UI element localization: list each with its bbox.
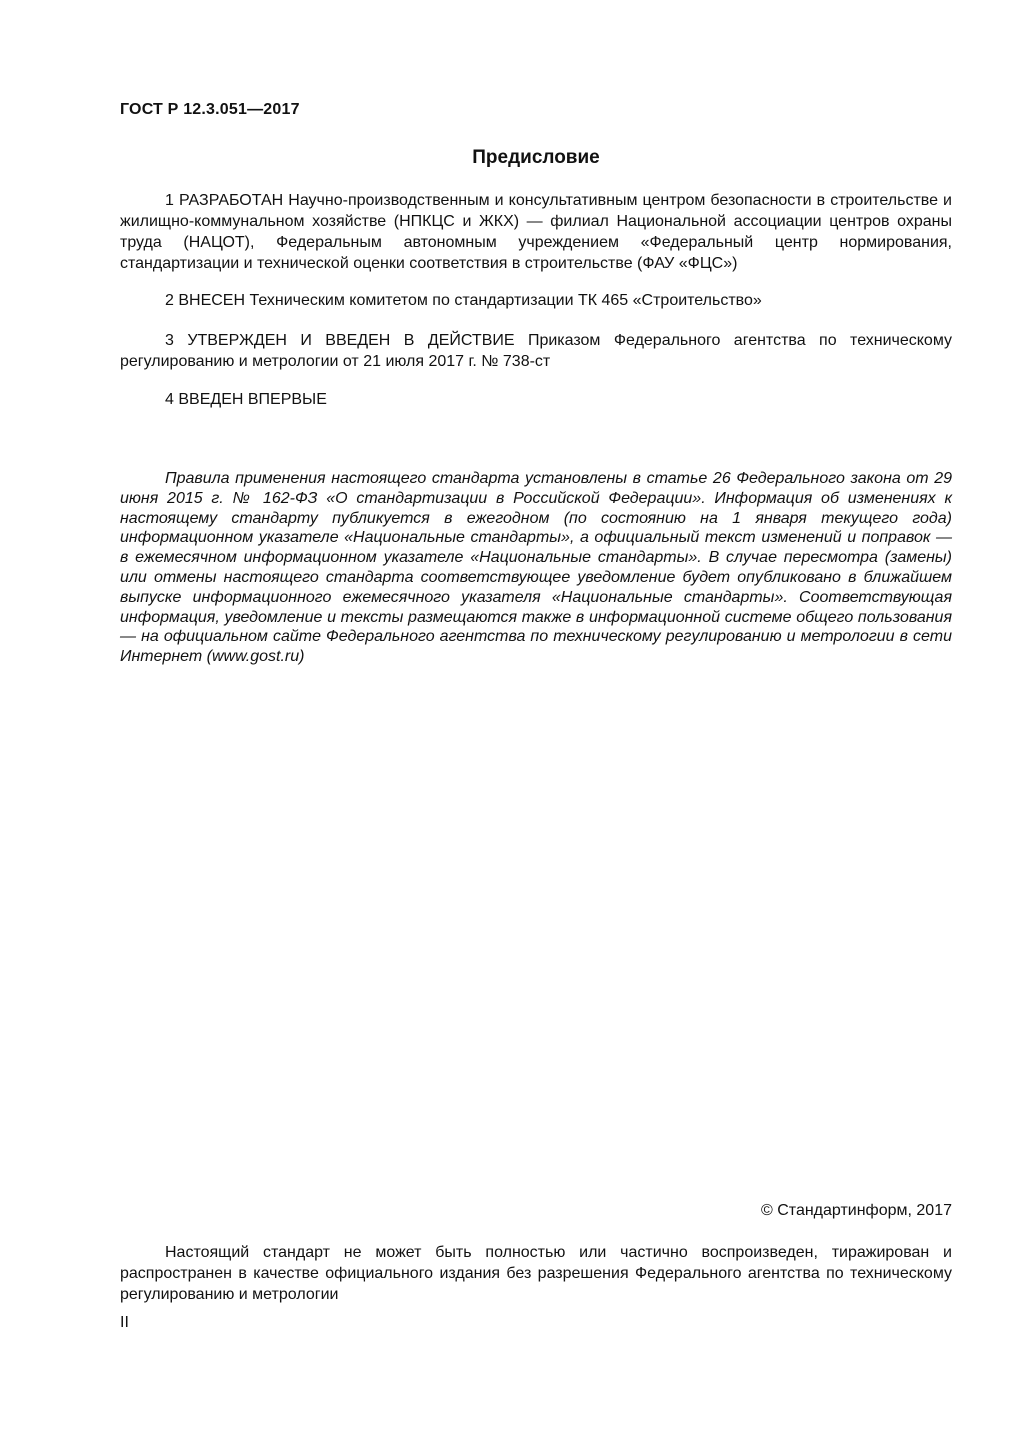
copyright-line: © Стандартинформ, 2017 [761, 1202, 952, 1219]
foreword-item-approved: 3 УТВЕРЖДЕН И ВВЕДЕН В ДЕЙСТВИЕ Приказом Федерального агентства по техническому регулированию и метрологии от 21 июля 2017 г. № 738-ст [120, 332, 952, 370]
foreword-item-developed: 1 РАЗРАБОТАН Научно-производственным и консультативным центром безопасности в строительстве и жилищно-коммунальном хозяйстве (НПКЦС и ЖКХ) — филиал Национальной ассоциации центров охраны труда (НАЦОТ), Федеральным автономным учреждением «Федеральный центр нормирования, стандартизации и технической оценки соответствия в строительстве (ФАУ «ФЦС») [120, 192, 952, 272]
reproduction-notice: Настоящий стандарт не может быть полностью или частично воспроизведен, тиражирован и распространен в качестве официального издания без разрешения Федерального агентства по техническому регулированию и метрологии [120, 1244, 952, 1303]
page-title: Предисловие [472, 147, 600, 168]
foreword-item-introduced: 4 ВВЕДЕН ВПЕРВЫЕ [165, 391, 327, 408]
foreword-item-submitted: 2 ВНЕСЕН Техническим комитетом по стандартизации ТК 465 «Строительство» [165, 292, 762, 309]
application-rules-notice: Правила применения настоящего стандарта установлены в статье 26 Федерального закона от 29 июня 2015 г. № 162-ФЗ «О стандартизации в Российской Федерации». Информация об изменениях к настоящему стандарту публикуется в ежегодном (по состоянию на 1 января текущего года) информационном указателе «Национальные стандарты», а официальный текст изменений и поправок — в ежемесячном информационном указателе «Национальные стандарты». В случае пересмотра (замены) или отмены настоящего стандарта соответствующее уведомление будет опубликовано в ближайшем выпуске информационного ежемесячного указателя «Национальные стандарты». Соответствующая информация, уведомление и тексты размещаются также в информационной системе общего пользования — на официальном сайте Федерального агентства по техническому регулированию и метрологии в сети Интернет (www.gost.ru) [120, 470, 952, 666]
document-code: ГОСТ Р 12.3.051—2017 [120, 101, 300, 118]
page-number: II [120, 1314, 129, 1331]
